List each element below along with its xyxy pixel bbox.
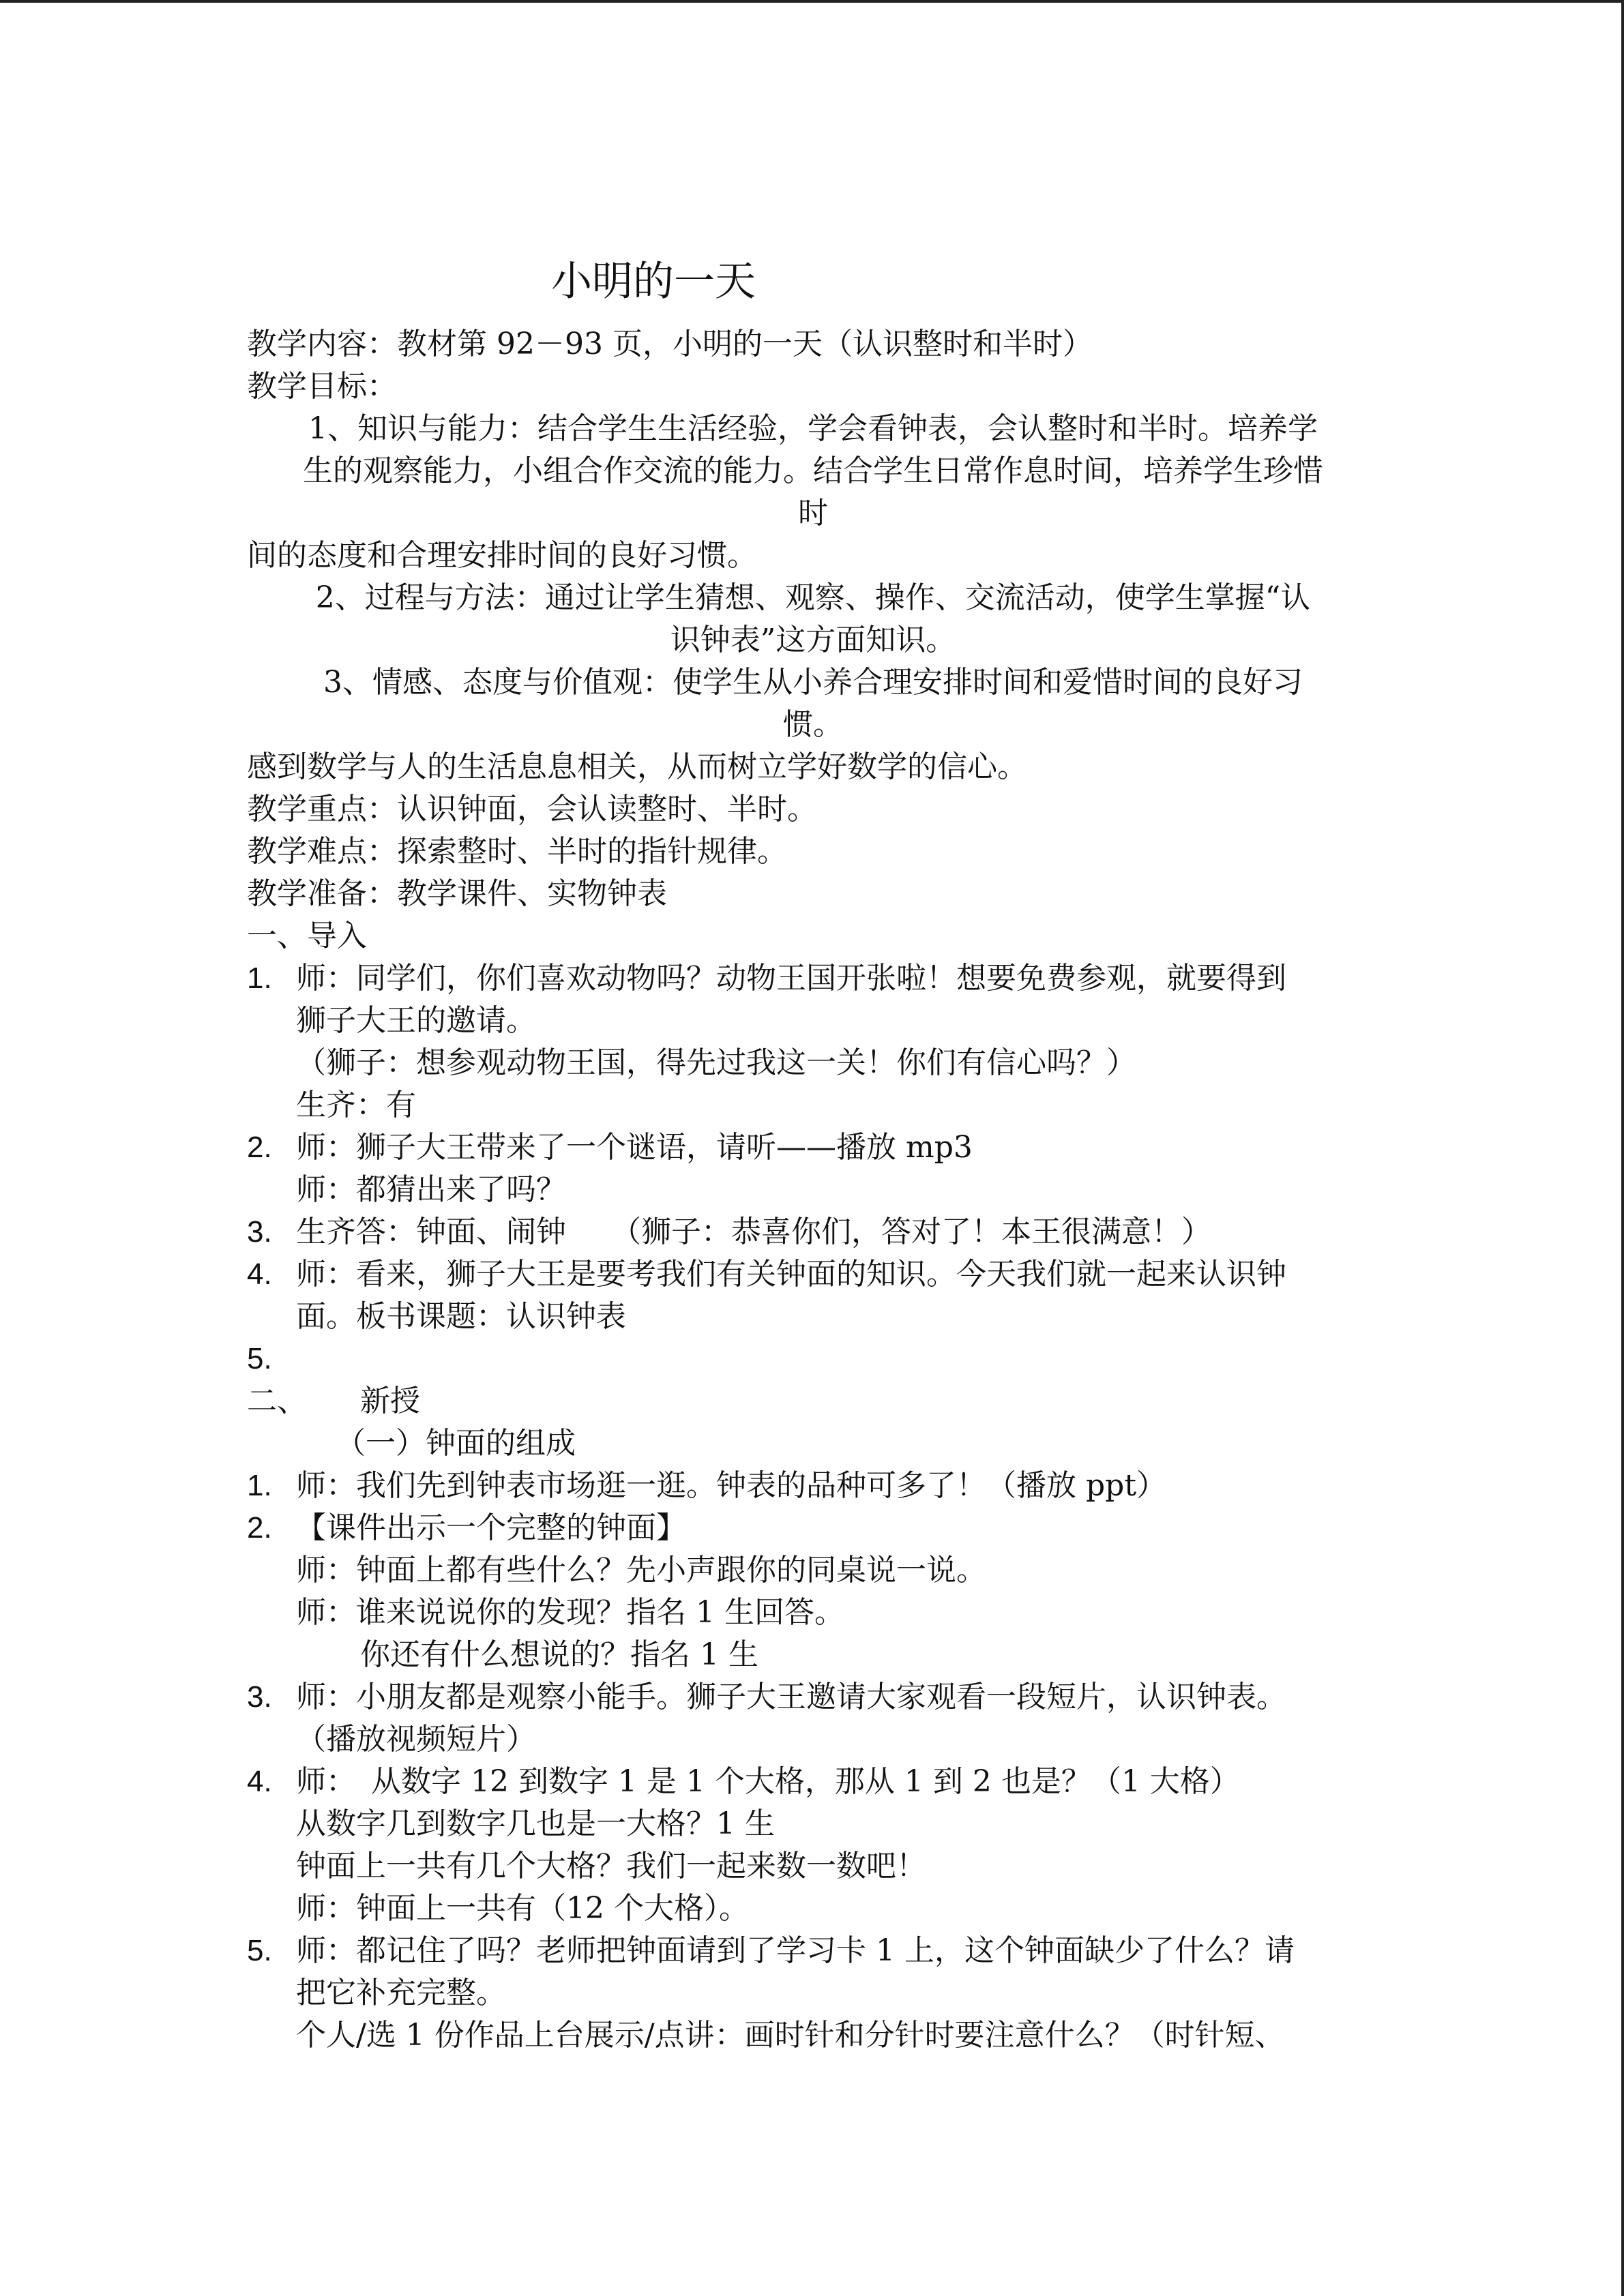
new-item-5 — [247, 1930, 1379, 1972]
new-item-2-text-a: 【课件出示一个完整的钟面】 — [296, 1510, 686, 1545]
difficulty-line: 教学难点：探索整时、半时的指针规律。 — [247, 834, 787, 869]
list-number: 2. — [247, 1131, 272, 1164]
teaching-goals-heading: 教学目标： — [247, 369, 397, 404]
section-2-title: 新授 — [360, 1384, 420, 1418]
page-right-border — [1621, 0, 1624, 2296]
intro-item-1-text-a: 师：同学们，你们喜欢动物吗？动物王国开张啦！想要免费参观，就要得到 — [296, 961, 1286, 996]
intro-item-4-text-a: 师：看来，狮子大王是要考我们有关钟面的知识。今天我们就一起来认识钟 — [296, 1257, 1286, 1292]
intro-item-3 — [247, 1211, 1379, 1253]
intro-item-1-text-c: （狮子：想参观动物王国，得先过我这一关！你们有信心吗？） — [296, 1045, 1136, 1080]
subsection-1-heading: （一）钟面的组成 — [336, 1426, 576, 1461]
new-item-3-text-a: 师：小朋友都是观察小能手。狮子大王邀请大家观看一段短片，认识钟表。 — [296, 1680, 1286, 1714]
goal-1-line-2: 生的观察能力，小组合作交流的能力。结合学生日常作息时间，培养学生珍惜 — [303, 453, 1323, 488]
goal-3-line-3: 感到数学与人的生活息息相关，从而树立学好数学的信心。 — [247, 749, 1027, 784]
new-item-5-text-c: 个人/选 1 份作品上台展示/点讲：画时针和分针时要注意什么？（时针短、 — [296, 2018, 1285, 2053]
intro-item-1-text-b: 狮子大王的邀请。 — [296, 1003, 536, 1038]
preparation-line: 教学准备：教学课件、实物钟表 — [247, 876, 667, 911]
section-2-label: 二、 — [247, 1384, 307, 1418]
document-body — [247, 323, 1379, 2057]
goal-1-line-1: 1、知识与能力：结合学生生活经验，学会看钟表，会认整时和半时。培养学 — [308, 411, 1318, 446]
key-point-line: 教学重点：认识钟面，会认读整时、半时。 — [247, 792, 817, 826]
section-1-heading: 一、导入 — [247, 919, 367, 953]
list-number: 5. — [247, 1342, 272, 1375]
new-item-2-text-d: 你还有什么想说的？指名 1 生 — [360, 1637, 758, 1672]
new-item-2 — [247, 1507, 1379, 1549]
new-item-4-text-a: 师： 从数字 12 到数字 1 是 1 个大格，那从 1 到 2 也是？（1 大格） — [296, 1764, 1240, 1799]
new-item-1-text-a: 师：我们先到钟表市场逛一逛。钟表的品种可多了！（播放 ppt） — [296, 1468, 1166, 1503]
list-number: 4. — [247, 1257, 272, 1291]
document-title: 小明的一天 — [551, 258, 756, 305]
new-item-4-text-b: 从数字几到数字几也是一大格？1 生 — [296, 1806, 775, 1841]
intro-item-1-text-d: 生齐：有 — [296, 1088, 416, 1122]
list-number: 5. — [247, 1934, 272, 1967]
new-item-4-text-c: 钟面上一共有几个大格？我们一起来数一数吧！ — [296, 1849, 926, 1883]
goal-2-line-2: 识钟表”这方面知识。 — [670, 623, 956, 657]
intro-item-3-text-a: 生齐答：钟面、闹钟 （狮子：恭喜你们，答对了！本王很满意！） — [296, 1214, 1211, 1249]
list-number: 3. — [247, 1680, 272, 1714]
new-item-3-text-b: （播放视频短片） — [296, 1722, 536, 1757]
new-item-2-text-b: 师：钟面上都有些什么？先小声跟你的同桌说一说。 — [296, 1553, 986, 1587]
new-item-3 — [247, 1676, 1379, 1718]
new-item-4 — [247, 1761, 1379, 1803]
goal-2-line-1: 2、过程与方法：通过让学生猜想、观察、操作、交流活动，使学生掌握“认 — [315, 580, 1311, 615]
intro-item-4-text-b: 面。板书课题：认识钟表 — [296, 1299, 626, 1334]
intro-item-2-text-a: 师：狮子大王带来了一个谜语，请听——播放 mp3 — [296, 1130, 973, 1165]
teaching-content-line: 教学内容：教材第 92－93 页，小明的一天（认识整时和半时） — [247, 327, 1093, 361]
intro-item-5 — [247, 1338, 1379, 1380]
intro-item-4 — [247, 1253, 1379, 1296]
goal-3-line-1: 3、情感、态度与价值观：使学生从小养合理安排时间和爱惜时间的良好习 — [323, 665, 1303, 700]
intro-item-2 — [247, 1127, 1379, 1169]
list-number: 2. — [247, 1511, 272, 1545]
list-number: 4. — [247, 1765, 272, 1798]
goal-1-line-3: 时 — [798, 496, 828, 531]
list-number: 1. — [247, 961, 272, 995]
new-item-5-text-a: 师：都记住了吗？老师把钟面请到了学习卡 1 上，这个钟面缺少了什么？请 — [296, 1933, 1295, 1968]
intro-item-2-text-b: 师：都猜出来了吗？ — [296, 1172, 566, 1207]
new-item-1 — [247, 1465, 1379, 1507]
list-number: 1. — [247, 1469, 272, 1502]
goal-3-line-2: 惯。 — [783, 707, 843, 742]
new-item-2-text-c: 师：谁来说说你的发现？指名 1 生回答。 — [296, 1595, 844, 1630]
new-item-4-text-d: 师：钟面上一共有（12 个大格）。 — [296, 1891, 749, 1926]
page-top-border — [0, 0, 1624, 3]
intro-item-1 — [247, 957, 1379, 1000]
section-2-heading — [247, 1380, 1379, 1422]
list-number: 3. — [247, 1215, 272, 1249]
new-item-5-text-b: 把它补充完整。 — [296, 1976, 506, 2010]
goal-1-line-4: 间的态度和合理安排时间的良好习惯。 — [247, 538, 757, 573]
